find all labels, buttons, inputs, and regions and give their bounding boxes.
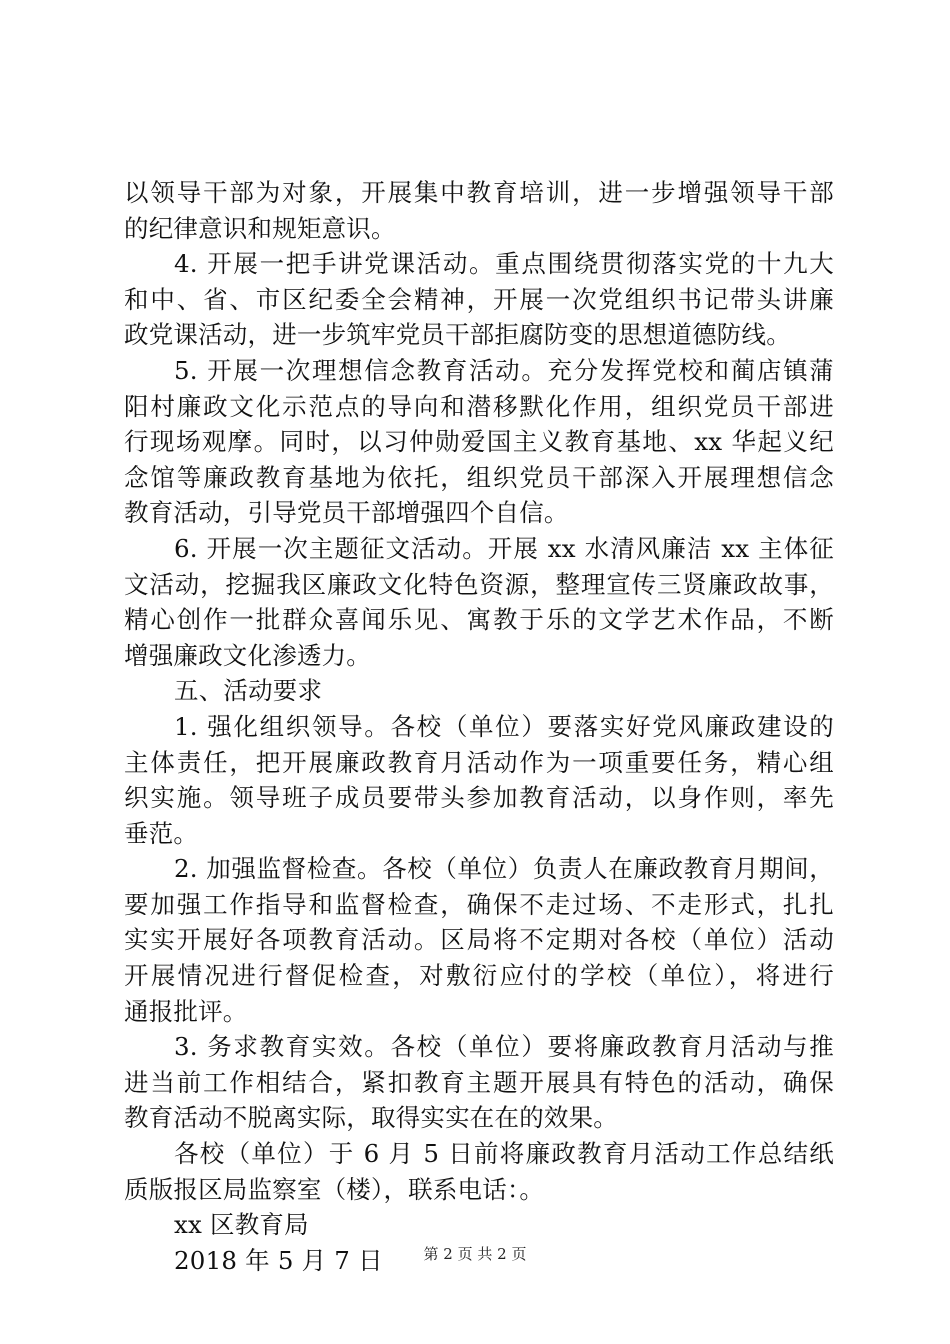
text-line: 行现场观摩。同时，以习仲勋爱国主义教育基地、xx 华起义纪 bbox=[124, 427, 834, 457]
text-line: 通报批评。 bbox=[124, 996, 248, 1026]
text-line: 进当前工作相结合，紧扣教育主题开展具有特色的活动，确保 bbox=[124, 1067, 834, 1097]
text-line: 文活动，挖掘我区廉政文化特色资源，整理宣传三贤廉政故事， bbox=[124, 569, 834, 599]
text-line: 5. 开展一次理想信念教育活动。充分发挥党校和蔺店镇蒲 bbox=[174, 355, 834, 385]
text-line: 2. 加强监督检查。各校（单位）负责人在廉政教育月期间， bbox=[174, 854, 834, 884]
text-line: 的纪律意识和规矩意识。 bbox=[124, 213, 396, 243]
text-line: 政党课活动，进一步筑牢党员干部拒腐防变的思想道德防线。 bbox=[124, 320, 791, 350]
text-line: 6. 开展一次主题征文活动。开展 xx 水清风廉洁 xx 主体征 bbox=[174, 533, 834, 563]
text-line: 精心创作一批群众喜闻乐见、寓教于乐的文学艺术作品，不断 bbox=[124, 605, 834, 635]
text-line: 实实开展好各项教育活动。区局将不定期对各校（单位）活动 bbox=[124, 925, 834, 955]
signature-date: 2018 年 5 月 7 日 bbox=[174, 1245, 383, 1275]
document-body bbox=[124, 175, 834, 1278]
text-line: 垂范。 bbox=[124, 818, 199, 848]
text-line: 开展情况进行督促检查，对敷衍应付的学校（单位），将进行 bbox=[124, 961, 834, 991]
text-line: 要加强工作指导和监督检查，确保不走过场、不走形式，扎扎 bbox=[124, 889, 834, 919]
text-line: 增强廉政文化渗透力。 bbox=[124, 640, 371, 670]
text-line: 4. 开展一把手讲党课活动。重点围绕贯彻落实党的十九大 bbox=[174, 249, 834, 279]
text-line: 以领导干部为对象，开展集中教育培训，进一步增强领导干部 bbox=[124, 178, 834, 207]
text-line: 织实施。领导班子成员要带头参加教育活动，以身作则，率先 bbox=[124, 783, 834, 813]
text-line: 教育活动不脱离实际，取得实实在在的效果。 bbox=[124, 1103, 618, 1133]
text-line: 各校（单位）于 6 月 5 日前将廉政教育月活动工作总结纸 bbox=[174, 1139, 834, 1169]
page-number-footer: 第 2 页 共 2 页 bbox=[423, 1245, 527, 1263]
signature-org: xx 区教育局 bbox=[174, 1210, 309, 1240]
text-line: 质版报区局监察室（楼），联系电话：。 bbox=[124, 1174, 545, 1204]
text-line: 1. 强化组织领导。各校（单位）要落实好党风廉政建设的 bbox=[174, 711, 834, 741]
text-line: 念馆等廉政教育基地为依托，组织党员干部深入开展理想信念 bbox=[124, 462, 834, 492]
section-heading: 五、活动要求 bbox=[174, 676, 323, 706]
text-line: 和中、省、市区纪委全会精神，开展一次党组织书记带头讲廉 bbox=[124, 284, 834, 314]
text-line: 阳村廉政文化示范点的导向和潜移默化作用，组织党员干部进 bbox=[124, 391, 834, 421]
text-line: 3. 务求教育实效。各校（单位）要将廉政教育月活动与推 bbox=[174, 1032, 834, 1062]
text-line: 教育活动，引导党员干部增强四个自信。 bbox=[124, 498, 569, 528]
text-line: 主体责任，把开展廉政教育月活动作为一项重要任务，精心组 bbox=[124, 747, 834, 777]
